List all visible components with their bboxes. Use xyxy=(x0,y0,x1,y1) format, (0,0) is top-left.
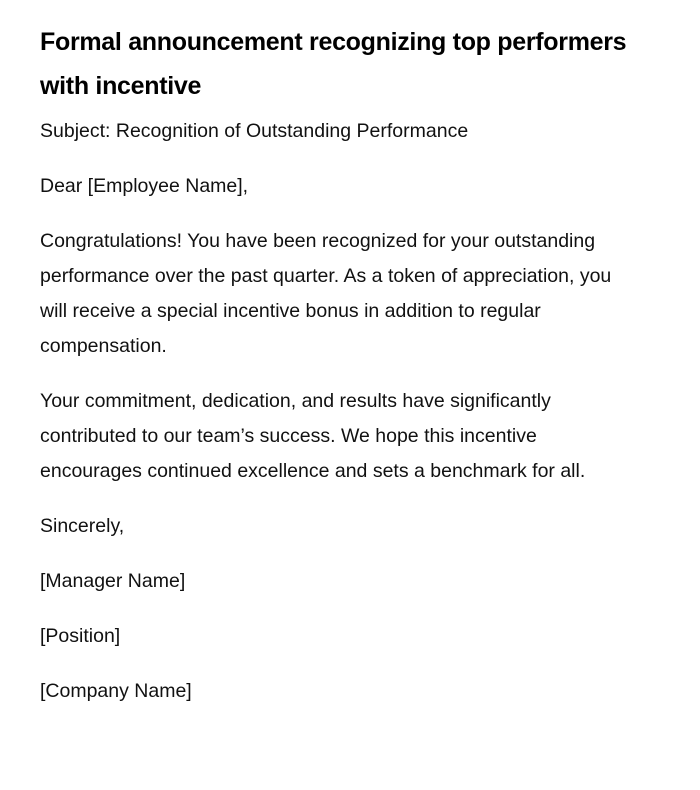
signature-company-name: [Company Name] xyxy=(40,680,192,702)
body-paragraph-congratulations: Congratulations! You have been recognized for your outstanding performance over the past quarter. As a token of appreciation, you will receive a special incentive bonus in addition to regular compensation. xyxy=(40,230,612,357)
signature-position: [Position] xyxy=(40,625,121,647)
body-paragraph-commitment: Your commitment, dedication, and results have significantly contributed to our team’s success. We hope this incentive encourages continued excellence and sets a benchmark for all. xyxy=(40,390,586,482)
document-title: Formal announcement recognizing top performers with incentive xyxy=(40,28,627,100)
salutation: Dear [Employee Name], xyxy=(40,175,249,197)
closing: Sincerely, xyxy=(40,515,125,537)
signature-manager-name: [Manager Name] xyxy=(40,570,186,592)
letter-document xyxy=(40,20,640,729)
subject-line: Subject: Recognition of Outstanding Performance xyxy=(40,120,469,142)
